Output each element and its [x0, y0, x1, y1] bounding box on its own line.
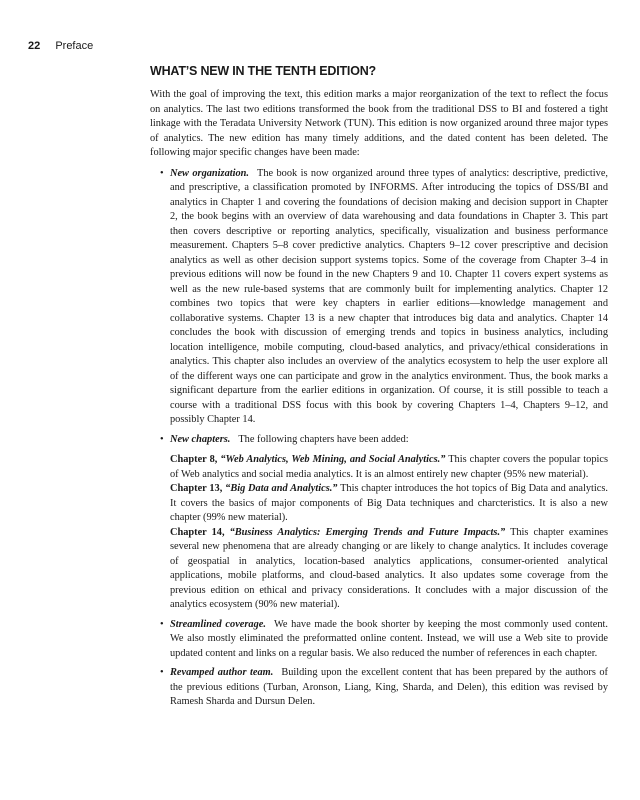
chapter-entry: [170, 453, 608, 482]
chapter-entry: [170, 482, 608, 526]
chapter-title: “Business Analytics: Emerging Trends and Future Impacts.”: [229, 526, 506, 538]
chapter-title: “Web Analytics, Web Mining, and Social Analytics.”: [220, 454, 446, 465]
chapter-entry: [170, 526, 608, 613]
bullet-text: The book is now organized around three types of analytics: descriptive, predictive, and prescriptive, a classification promoted by INFORMS. After introducing the topics of DSS/BI and analytics in Chapter 1 and covering the foundations of decision making and decision support in Chapter 2, the book begins with an overview of data warehousing and data foundations in Chapter 3. This part then covers descriptive or reporting analytics, specifically, visualization and business performance measurement. Chapters 5–8 cover predictive analytics. Chapters 9–12 cover prescriptive and decision analytics as well as other decision support systems topics. Some of the coverage from Chapter 3–4 in previous editions will now be found in the new Chapters 9 and 10. Chapter 11 covers expert systems as well as the new rule-based systems that are commonly built for implementing analytics. Chapter 12 combines two topics that were key chapters in earlier editions—knowledge management and collaborative systems. Chapter 13 is a new chapter that introduces big data and analytics. Chapter 14 concludes the book with discussion of emerging trends and topics in business analytics, including location intelligence, mobile computing, cloud-based analytics, and privacy/ethical considerations in analytics. This chapter also includes an overview of the analytics ecosystem to help the user explore all of the different ways one can participate and grow in the analytics environment. Thus, the book marks a significant departure from the earlier editions in organization. Of course, it is still possible to teach a course with a traditional DSS focus with this book by covering Chapters 1–4, Chapters 9–12, and possibly Chapter 14.: [170, 167, 608, 425]
chapter-description: This chapter examines several new phenomena that are already changing or are likely to change analytics. It includes coverage of geospatial in analytics, location-based analytics applications, consumer-oriented analytical applications, mobile platforms, and cloud-based analytics. It also updates some coverage from the previous edition on ethical and privacy considerations. It concludes with a major discussion of the analytics ecosystem (90% new material).: [170, 526, 608, 610]
bullet-lead: New organization.: [170, 167, 249, 179]
chapter-description: This chapter introduces the hot topics of Big Data and analytics. It covers the basics of major components of Big Data techniques and charcteristics. It is also a new chapter (99% new material).: [170, 483, 608, 523]
page-header: [28, 40, 93, 52]
list-item-new-organization: [170, 167, 608, 428]
bullet-lead: New chapters.: [170, 433, 231, 445]
chapter-label: Chapter 8,: [170, 454, 218, 465]
main-content: [150, 64, 608, 715]
bullet-text: We have made the book shorter by keeping the most commonly used content. We also mostly eliminated the preformatted online content. Instead, we will use a Web site to provide updated content and links on a regular basis. We also reduced the number of references in each chapter.: [170, 618, 608, 659]
bullet-text: The following chapters have been added:: [238, 433, 409, 445]
chapter-label: Chapter 13,: [170, 483, 223, 494]
page-number: 22: [28, 40, 41, 52]
chapter-title: “Big Data and Analytics.”: [225, 483, 338, 494]
bullet-lead: Streamlined coverage.: [170, 618, 266, 630]
list-item-streamlined-coverage: [170, 618, 608, 662]
intro-paragraph: With the goal of improving the text, this edition marks a major reorganization of the text to reflect the focus on analytics. The last two editions transformed the book from the traditional DSS to BI and fostered a tight linkage with the Teradata University Network (TUN). This edition is now organized around three major types of analytics. The new edition has many timely additions, and the dated content has been deleted. The following major specific changes have been made:: [150, 89, 608, 158]
bullet-lead: Revamped author team.: [170, 667, 274, 678]
chapter-description: This chapter covers the popular topics of Web analytics and social media analytics. It is an almost entirely new chapter (95% new material).: [170, 454, 608, 480]
running-head: Preface: [55, 40, 94, 52]
section-title: WHAT’S NEW IN THE TENTH EDITION?: [150, 64, 376, 78]
changes-list: [150, 167, 608, 710]
bullet-text: Building upon the excellent content that has been prepared by the authors of the previous editions (Turban, Aronson, Liang, King, Sharda, and Delen), this edition was revised by Ramesh Sharda and Dursun Delen.: [170, 667, 608, 707]
list-item-revamped-author-team: [170, 666, 608, 710]
chapter-label: Chapter 14,: [170, 526, 225, 538]
list-item-new-chapters: [170, 433, 608, 613]
